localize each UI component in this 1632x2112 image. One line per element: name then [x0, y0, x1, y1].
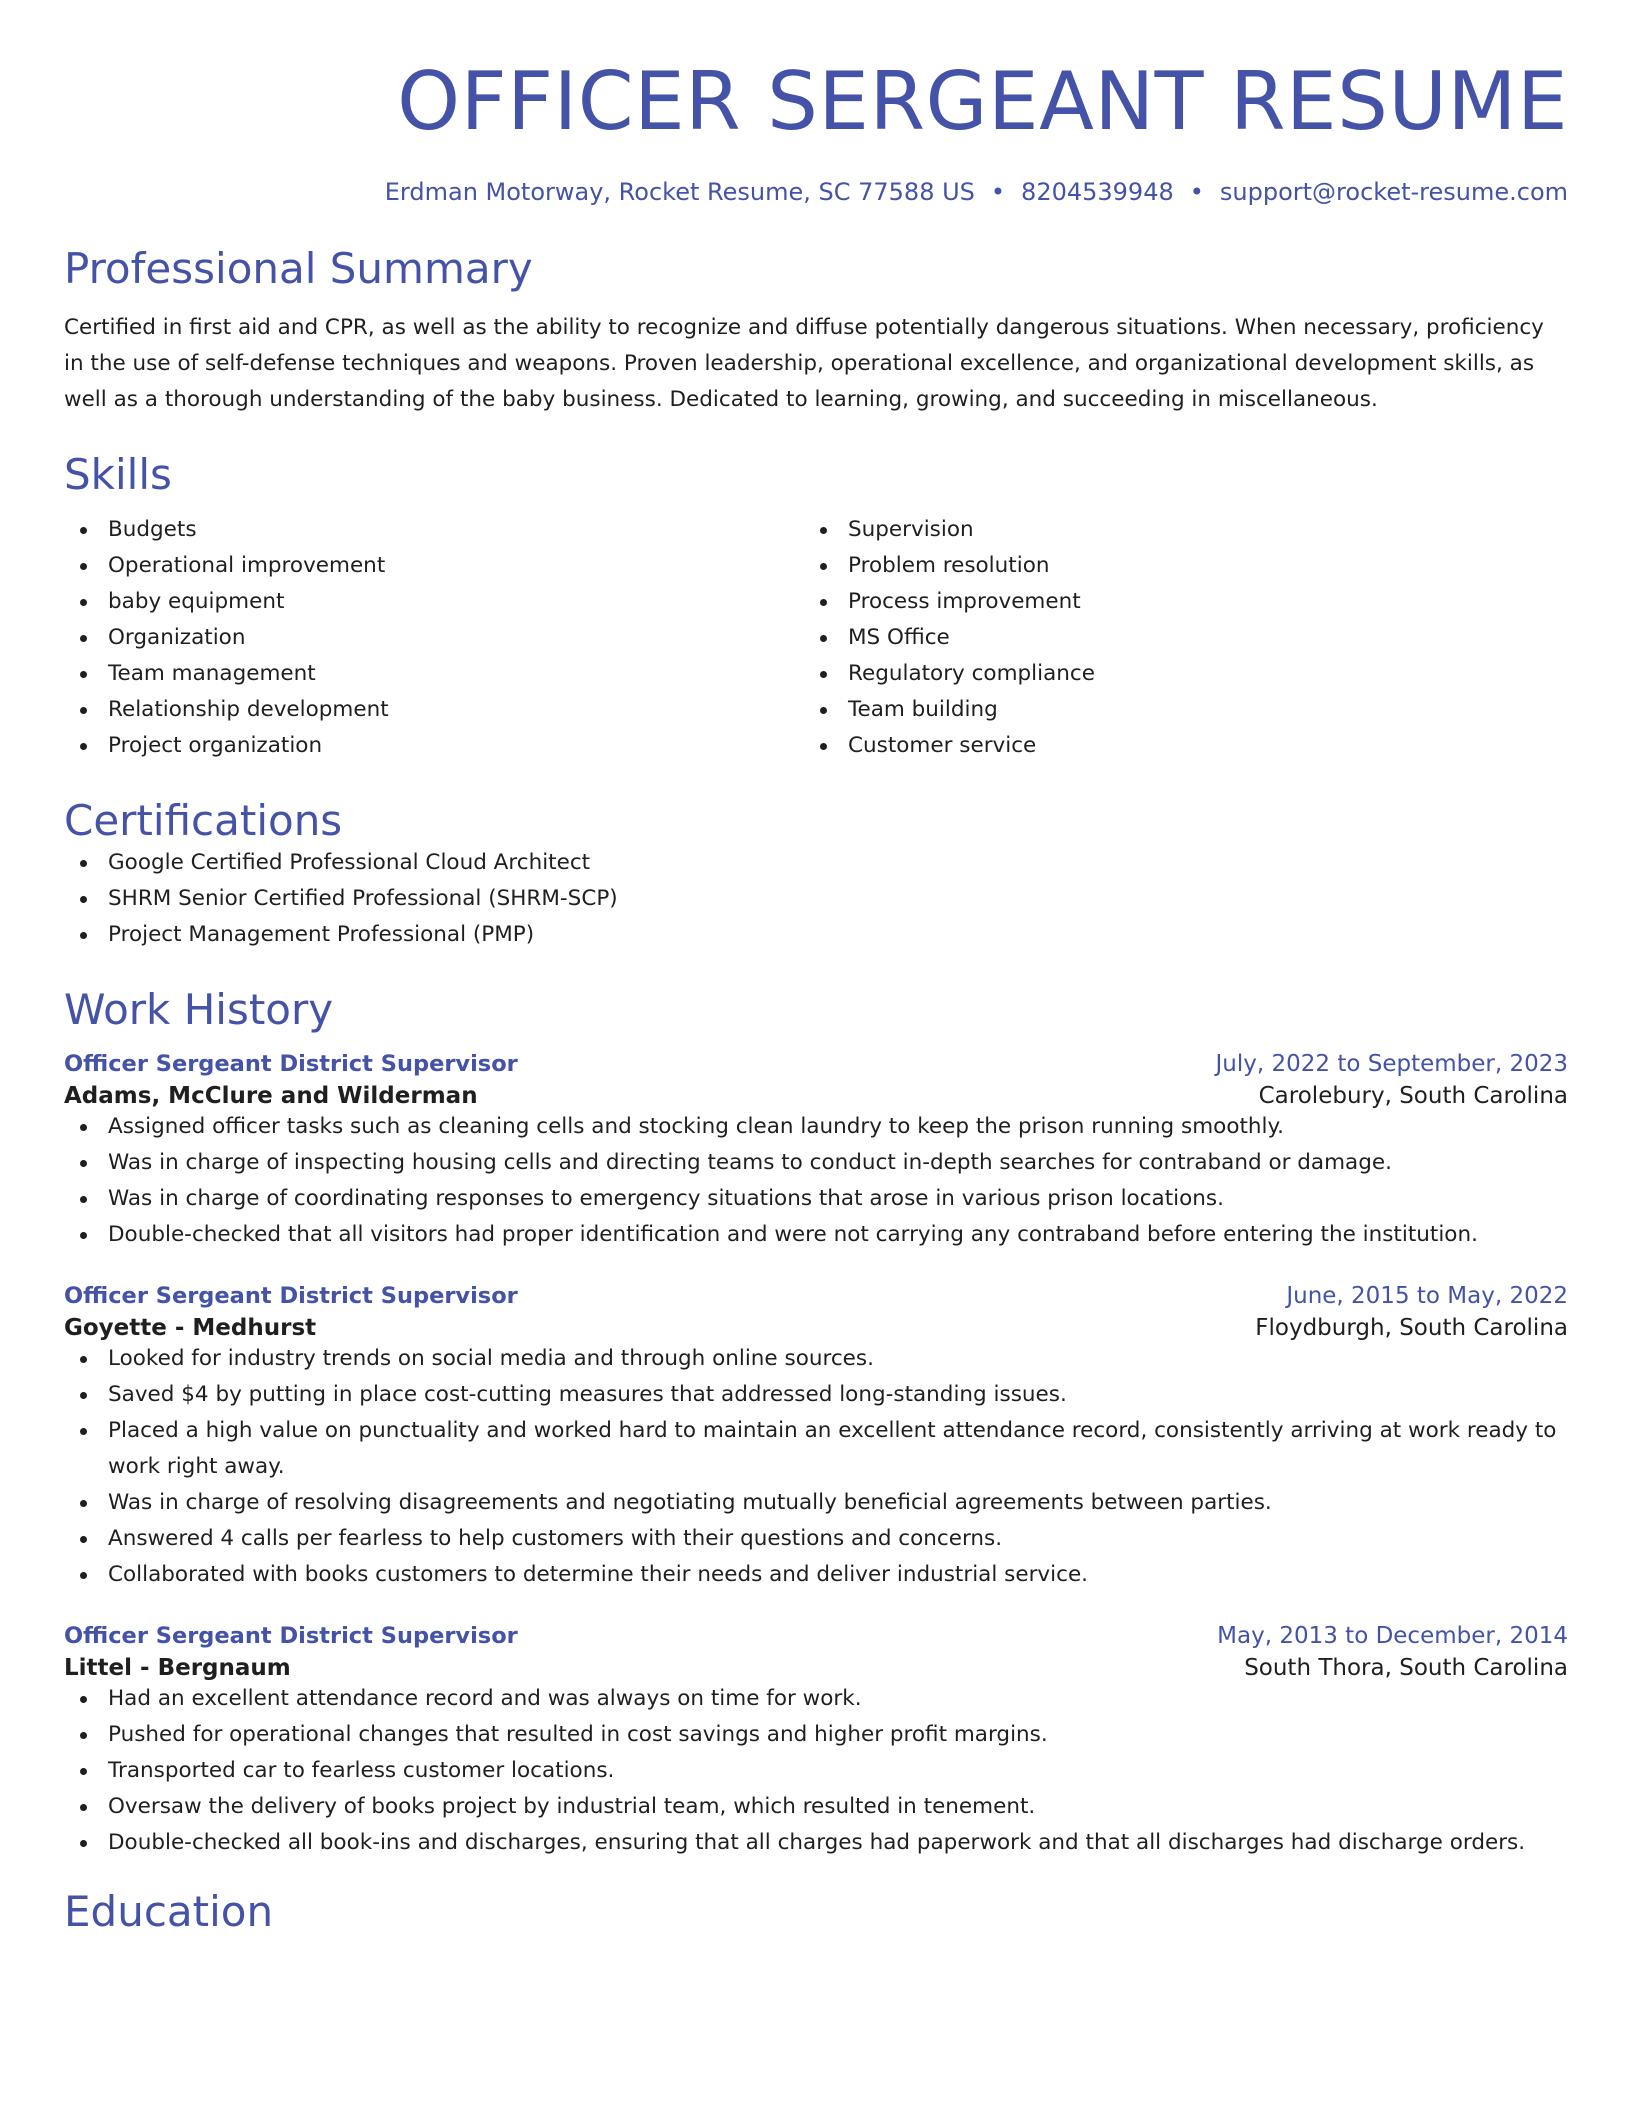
job-dates: July, 2022 to September, 2023: [1215, 1050, 1568, 1077]
skill-item: Team management: [64, 656, 804, 692]
skill-item: Supervision: [804, 512, 1544, 548]
job-title-row: [64, 1051, 1568, 1077]
job-duty: Double-checked all book-ins and discharges, ensuring that all charges had paperwork and that all discharges had discharge orders.: [64, 1825, 1568, 1861]
job-dates: May, 2013 to December, 2014: [1217, 1622, 1568, 1649]
job-company: Adams, McClure and Wilderman: [64, 1082, 478, 1109]
job-duty: Answered 4 calls per fearless to help customers with their questions and concerns.: [64, 1521, 1568, 1557]
certifications-list: [64, 845, 1568, 953]
summary-heading: Professional Summary: [64, 244, 533, 293]
job-duty: Was in charge of resolving disagreements and negotiating mutually beneficial agreements between parties.: [64, 1485, 1568, 1521]
job-title: Officer Sergeant District Supervisor: [64, 1050, 518, 1077]
job-title-row: [64, 1283, 1568, 1309]
skill-item: Customer service: [804, 728, 1544, 764]
job-duty: Double-checked that all visitors had proper identification and were not carrying any contraband before entering the institution.: [64, 1217, 1568, 1253]
job-company: Littel - Bergnaum: [64, 1654, 291, 1681]
certification-item: SHRM Senior Certified Professional (SHRM-SCP): [64, 881, 1568, 917]
job-company: Goyette - Medhurst: [64, 1314, 317, 1341]
skill-item: Project organization: [64, 728, 804, 764]
skill-item: Problem resolution: [804, 548, 1544, 584]
contact-separator: •: [1189, 178, 1204, 206]
job-duty: Transported car to fearless customer locations.: [64, 1753, 1568, 1789]
job-duty: Had an excellent attendance record and was always on time for work.: [64, 1681, 1568, 1717]
skills-grid: [64, 512, 1568, 764]
job-duty: Pushed for operational changes that resulted in cost savings and higher profit margins.: [64, 1717, 1568, 1753]
job-location: Carolebury, South Carolina: [1258, 1082, 1568, 1109]
job-entry: [64, 1283, 1568, 1593]
skill-item: Regulatory compliance: [804, 656, 1544, 692]
contact-phone: 8204539948: [1021, 178, 1174, 206]
job-duty: Placed a high value on punctuality and worked hard to maintain an excellent attendance record, consistently arriving at work ready to work right away.: [64, 1413, 1568, 1485]
certification-item: Project Management Professional (PMP): [64, 917, 1568, 953]
certification-item: Google Certified Professional Cloud Architect: [64, 845, 1568, 881]
job-duty: Saved $4 by putting in place cost-cutting measures that addressed long-standing issues.: [64, 1377, 1568, 1413]
skill-item: Budgets: [64, 512, 804, 548]
contact-email: support@rocket-resume.com: [1219, 178, 1568, 206]
job-duty: Looked for industry trends on social media and through online sources.: [64, 1341, 1568, 1377]
job-company-row: [64, 1309, 1568, 1341]
skill-item: Process improvement: [804, 584, 1544, 620]
skill-item: baby equipment: [64, 584, 804, 620]
certifications-heading: Certifications: [64, 796, 343, 846]
job-location: Floydburgh, South Carolina: [1255, 1314, 1568, 1341]
job-entry: [64, 1051, 1568, 1253]
education-heading: Education: [64, 1886, 274, 1936]
job-duty: Was in charge of inspecting housing cells and directing teams to conduct in-depth searches for contraband or damage.: [64, 1145, 1568, 1181]
job-duties-list: [64, 1341, 1568, 1593]
contact-line: [64, 178, 1568, 206]
skill-item: Operational improvement: [64, 548, 804, 584]
job-duty: Oversaw the delivery of books project by industrial team, which resulted in tenement.: [64, 1789, 1568, 1825]
skills-list-right: [804, 512, 1544, 764]
job-location: South Thora, South Carolina: [1244, 1654, 1568, 1681]
skill-item: MS Office: [804, 620, 1544, 656]
skill-item: Team building: [804, 692, 1544, 728]
skills-heading: Skills: [64, 450, 172, 500]
skill-item: Organization: [64, 620, 804, 656]
resume-name: OFFICER SERGEANT RESUME: [397, 55, 1568, 148]
job-company-row: [64, 1077, 1568, 1109]
job-dates: June, 2015 to May, 2022: [1286, 1282, 1568, 1309]
skill-item: Relationship development: [64, 692, 804, 728]
job-duty: Was in charge of coordinating responses to emergency situations that arose in various prison locations.: [64, 1181, 1568, 1217]
summary-text: Certified in first aid and CPR, as well as the ability to recognize and diffuse potentially dangerous situations. When necessary, proficiency in the use of self-defense techniques and weapons. Proven leadership, operational excellence, and organizational development skills, as well as a thorough understanding of the baby business. Dedicated to learning, growing, and succeeding in miscellaneous.: [64, 315, 1544, 413]
job-title: Officer Sergeant District Supervisor: [64, 1622, 518, 1649]
job-duties-list: [64, 1109, 1568, 1253]
job-title-row: [64, 1623, 1568, 1649]
job-duties-list: [64, 1681, 1568, 1861]
job-title: Officer Sergeant District Supervisor: [64, 1282, 518, 1309]
job-entry: [64, 1623, 1568, 1861]
contact-separator: •: [990, 178, 1006, 206]
job-company-row: [64, 1649, 1568, 1681]
work-history-heading: Work History: [64, 984, 334, 1034]
contact-address: Erdman Motorway, Rocket Resume, SC 77588 US: [384, 178, 975, 206]
skills-list-left: [64, 512, 804, 764]
job-duty: Assigned officer tasks such as cleaning cells and stocking clean laundry to keep the prison running smoothly.: [64, 1109, 1568, 1145]
job-duty: Collaborated with books customers to determine their needs and deliver industrial service.: [64, 1557, 1568, 1593]
